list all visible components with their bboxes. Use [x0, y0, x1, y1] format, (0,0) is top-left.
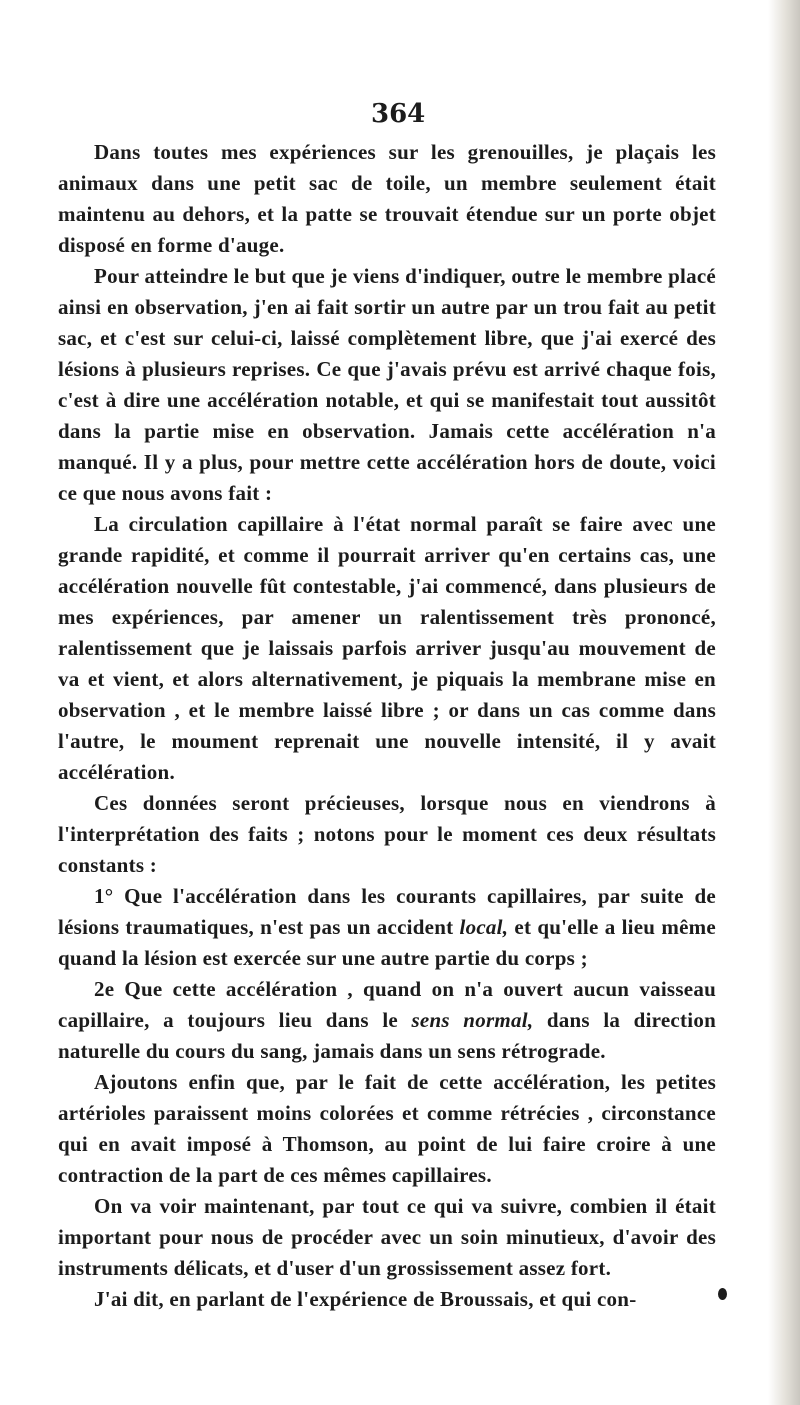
paragraph-text: J'ai dit, en parlant de l'expérience de Broussais, et qui con-	[94, 1287, 637, 1311]
paragraph	[58, 974, 716, 1067]
paragraph-text: La circulation capillaire à l'état normal paraît se faire avec une grande rapidité, et comme il pourrait arriver qu'en certains cas, une accélération nouvelle fût contestable, j'ai commencé, dans plusieurs de mes expériences, par amener un ralentissement très prononcé, ralentissement que je laissais parfois arriver jusqu'au mouvement de va et vient, et alors alternativement, je piquais la membrane mise en observation , et le membre laissé libre ; or dans un cas comme dans l'autre, le moument reprenait une nouvelle intensité, il y avait accélération.	[58, 512, 716, 784]
ink-speck	[718, 1288, 727, 1300]
body-text	[58, 137, 716, 1315]
paragraph	[58, 1191, 716, 1284]
paragraph	[58, 788, 716, 881]
paragraph-text-continued: et qu'elle a lieu même quand la lésion est exercée sur une autre partie du corps ;	[58, 915, 716, 970]
paragraph	[58, 509, 716, 788]
paragraph-text: 1° Que l'accélération dans les courants capillaires, par suite de lésions traumatiques, n'est pas un accident	[58, 884, 716, 939]
paragraph	[58, 261, 716, 509]
paragraph-text: On va voir maintenant, par tout ce qui va suivre, combien il était important pour nous de procéder avec un soin minutieux, d'avoir des instruments délicats, et d'user d'un grossissement assez fort.	[58, 1194, 716, 1280]
page-number: 364	[371, 99, 426, 129]
paragraph	[58, 1284, 716, 1315]
paragraph-text: Ces données seront précieuses, lorsque nous en viendrons à l'interprétation des faits ; notons pour le moment ces deux résultats constants :	[58, 791, 716, 877]
paragraph-text: 2e Que cette accélération , quand on n'a ouvert aucun vaisseau capillaire, a toujours lieu dans le	[58, 977, 716, 1032]
emphasis-text: sens normal,	[411, 1008, 534, 1032]
paragraph	[58, 137, 716, 261]
page-edge-shadow	[768, 0, 800, 1405]
paragraph-text: Pour atteindre le but que je viens d'indiquer, outre le membre placé ainsi en observation, j'en ai fait sortir un autre par un trou fait au petit sac, et c'est sur celui-ci, laissé complètement libre, que j'ai exercé des lésions à plusieurs reprises. Ce que j'avais prévu est arrivé chaque fois, c'est à dire une accélération notable, et qui se manifestait tout aussitôt dans la partie mise en observation. Jamais cette accélération n'a manqué. Il y a plus, pour mettre cette accélération hors de doute, voici ce que nous avons fait :	[58, 264, 716, 505]
paragraph-text: Dans toutes mes expériences sur les grenouilles, je plaçais les animaux dans une petit sac de toile, un membre seulement était maintenu au dehors, et la patte se trouvait étendue sur un porte objet disposé en forme d'auge.	[58, 140, 716, 257]
paragraph	[58, 881, 716, 974]
emphasis-text: local,	[459, 915, 509, 939]
paragraph	[58, 1067, 716, 1191]
paragraph-text-continued: dans la direction naturelle du cours du sang, jamais dans un sens rétrograde.	[58, 1008, 717, 1063]
paragraph-text: Ajoutons enfin que, par le fait de cette accélération, les petites artérioles paraissent moins colorées et comme rétrécies , circonstance qui en avait imposé à Thomson, au point de lui faire croire à une contraction de la part de ces mêmes capillaires.	[58, 1070, 716, 1187]
